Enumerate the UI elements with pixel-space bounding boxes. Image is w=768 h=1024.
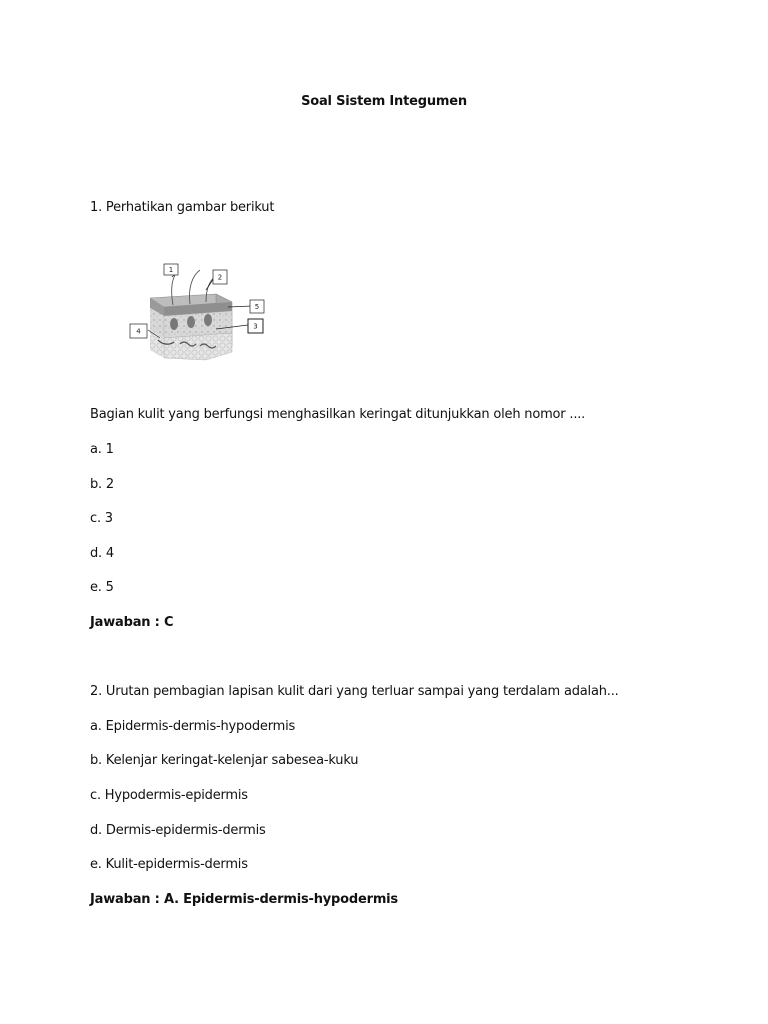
- skin-diagram: [128, 258, 268, 366]
- question-2-option-e: e. Kulit-epidermis-dermis: [90, 857, 248, 872]
- question-1-stem: Bagian kulit yang berfungsi menghasilkan keringat ditunjukkan oleh nomor ....: [90, 407, 586, 422]
- question-1-option-b: b. 2: [90, 477, 114, 492]
- skin-cross-section-figure: [128, 258, 268, 366]
- question-1-option-e: e. 5: [90, 580, 114, 595]
- question-2-option-c: c. Hypodermis-epidermis: [90, 788, 248, 803]
- question-1-option-a: a. 1: [90, 442, 114, 457]
- hair-follicle: [170, 318, 178, 330]
- question-2-answer: Jawaban : A. Epidermis-dermis-hypodermis: [90, 892, 398, 907]
- figure-label-4: [130, 324, 147, 338]
- svg-text:5: 5: [254, 303, 260, 311]
- question-2-option-a: a. Epidermis-dermis-hypodermis: [90, 719, 296, 734]
- figure-label-3: [248, 319, 263, 333]
- question-1-option-c: c. 3: [90, 511, 113, 526]
- figure-label-5: [250, 300, 264, 313]
- question-1-answer: Jawaban : C: [90, 615, 174, 630]
- question-2-prompt: 2. Urutan pembagian lapisan kulit dari yang terluar sampai yang terdalam adalah...: [90, 684, 619, 699]
- svg-text:3: 3: [253, 322, 258, 331]
- svg-text:2: 2: [217, 273, 223, 282]
- question-2-option-b: b. Kelenjar keringat-kelenjar sabesea-kuku: [90, 753, 359, 768]
- figure-label-2: [213, 270, 227, 284]
- hair-follicle: [187, 316, 195, 328]
- hypodermis-layer: [164, 333, 232, 360]
- document-title: Soal Sistem Integumen: [301, 94, 467, 109]
- question-1-prompt: 1. Perhatikan gambar berikut: [90, 200, 275, 215]
- question-2-option-d: d. Dermis-epidermis-dermis: [90, 823, 266, 838]
- question-1-option-d: d. 4: [90, 546, 114, 561]
- figure-label-1: [164, 264, 178, 275]
- hair-follicle: [204, 314, 212, 326]
- svg-text:1: 1: [168, 266, 174, 275]
- svg-text:4: 4: [136, 327, 141, 336]
